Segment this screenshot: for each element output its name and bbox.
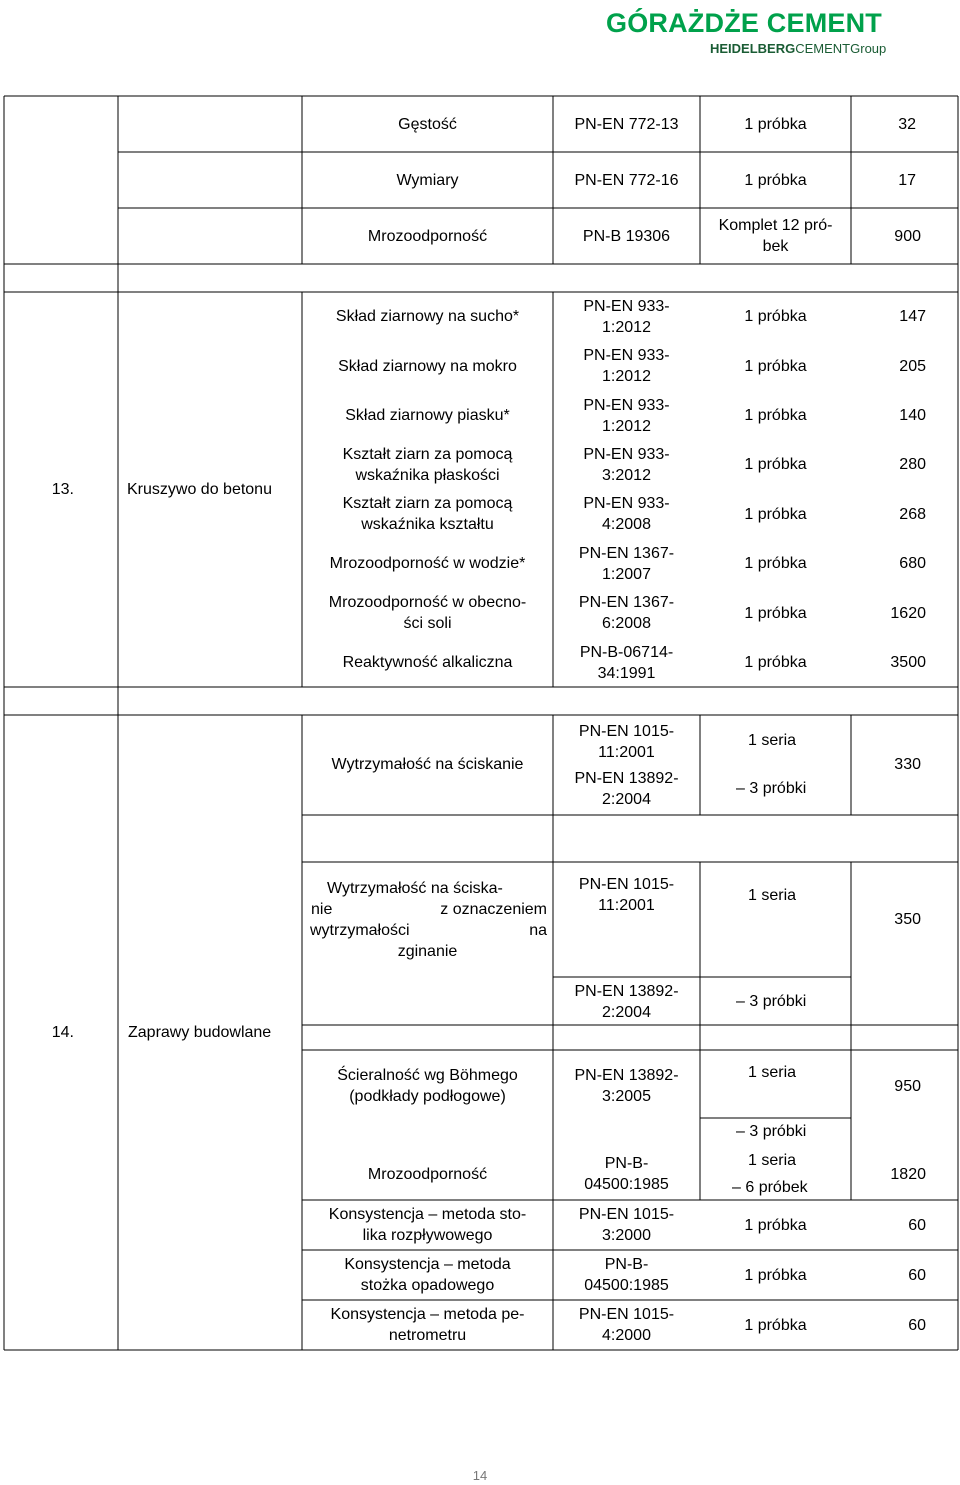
standard-mortar-frost: PN-B- 04500:1985 bbox=[584, 1155, 669, 1193]
consistency-row-name-2: Konsystencja – metoda pe- netrometru bbox=[330, 1306, 525, 1344]
aggregates-row-samples-2: 1 próbka bbox=[744, 407, 807, 424]
test-name-dimensions: Wymiary bbox=[396, 172, 459, 189]
aggregates-row-samples-0: 1 próbka bbox=[744, 308, 807, 326]
aggregates-row-standard-5: PN-EN 1367- 1:2007 bbox=[578, 544, 675, 583]
group-title-mortars: Zaprawy budowlane bbox=[128, 1024, 272, 1041]
price-density: 32 bbox=[898, 116, 916, 133]
aggregates-row-standard-6: PN-EN 1367- 6:2008 bbox=[578, 594, 675, 633]
consistency-row-name-1: Konsystencja – metoda stożka opadowego bbox=[344, 1256, 511, 1294]
standard-compressive-flex-1: PN-EN 1015- 11:2001 bbox=[578, 876, 675, 914]
aggregates-row-price-0: 147 bbox=[899, 308, 926, 326]
aggregates-row-name-6: Mrozoodporność w obecno- ści soli bbox=[328, 594, 527, 633]
price-dimensions: 17 bbox=[898, 172, 916, 189]
samples-compressive-count: – 3 próbki bbox=[736, 780, 807, 797]
standard-density: PN-EN 772-13 bbox=[574, 116, 679, 133]
test-name-compressive-flex-3a: wytrzymałości bbox=[310, 922, 410, 939]
consistency-row-samples-1: 1 próbka bbox=[744, 1266, 807, 1284]
test-name-compressive-flex-2b: z oznaczeniem bbox=[440, 901, 547, 918]
standard-compressive-1: PN-EN 1015- 11:2001 bbox=[578, 723, 675, 761]
aggregates-row-price-3: 280 bbox=[899, 456, 926, 474]
test-name-compressive-flex-4: zginanie bbox=[397, 943, 458, 960]
consistency-row-samples-0: 1 próbka bbox=[744, 1216, 807, 1234]
standard-compressive-2: PN-EN 13892- 2:2004 bbox=[574, 770, 679, 808]
price-frost: 900 bbox=[894, 228, 921, 245]
samples-compressive-flex-count: – 3 próbki bbox=[736, 993, 807, 1010]
aggregates-row-name-4: Kształt ziarn za pomocą wskaźnika kształtu bbox=[342, 495, 513, 534]
aggregates-row-name-1: Skład ziarnowy na mokro bbox=[338, 357, 517, 375]
standard-dimensions: PN-EN 772-16 bbox=[574, 172, 679, 189]
consistency-row-standard-2: PN-EN 1015- 4:2000 bbox=[578, 1306, 675, 1344]
test-name-abrasion: Ścieralność wg Böhmego (podkłady podłogowe) bbox=[337, 1067, 518, 1105]
samples-compressive-series: 1 seria bbox=[748, 732, 797, 749]
aggregates-row-name-7: Reaktywność alkaliczna bbox=[342, 654, 513, 671]
aggregates-row-name-2: Skład ziarnowy piasku* bbox=[345, 407, 510, 424]
consistency-row-price-1: 60 bbox=[908, 1266, 926, 1284]
consistency-row-samples-2: 1 próbka bbox=[744, 1316, 807, 1334]
aggregates-row-samples-4: 1 próbka bbox=[744, 505, 807, 523]
test-name-compressive-flex-1: Wytrzymałość na ściska- bbox=[327, 880, 503, 897]
aggregates-row-standard-3: PN-EN 933- 3:2012 bbox=[583, 445, 670, 484]
samples-abrasion-count: – 3 próbki bbox=[736, 1123, 807, 1140]
aggregates-row-price-1: 205 bbox=[899, 357, 926, 375]
aggregates-row-standard-7: PN-B-06714- 34:1991 bbox=[579, 643, 674, 682]
aggregates-row-price-2: 140 bbox=[899, 407, 926, 424]
aggregates-row-samples-3: 1 próbka bbox=[744, 456, 807, 474]
aggregates-row-standard-4: PN-EN 933- 4:2008 bbox=[583, 495, 670, 534]
aggregates-row-samples-5: 1 próbka bbox=[744, 555, 807, 573]
standard-compressive-flex-2: PN-EN 13892- 2:2004 bbox=[574, 983, 679, 1021]
group-title-aggregates: Kruszywo do betonu bbox=[127, 481, 272, 498]
standard-abrasion: PN-EN 13892- 3:2005 bbox=[574, 1067, 679, 1105]
aggregates-row-standard-0: PN-EN 933- 1:2012 bbox=[583, 297, 670, 336]
consistency-row-name-0: Konsystencja – metoda sto- lika rozpływowego bbox=[328, 1206, 527, 1244]
test-name-compressive-flex-3b: na bbox=[529, 922, 547, 939]
samples-compressive-flex-series: 1 seria bbox=[748, 887, 797, 904]
samples-mortar-frost-count: – 6 próbek bbox=[732, 1179, 808, 1196]
consistency-row-price-2: 60 bbox=[908, 1316, 926, 1334]
standard-frost: PN-B 19306 bbox=[582, 228, 671, 245]
samples-mortar-frost-series: 1 seria bbox=[748, 1152, 797, 1169]
consistency-row-standard-0: PN-EN 1015- 3:2000 bbox=[578, 1206, 675, 1244]
test-name-density: Gęstość bbox=[398, 116, 457, 133]
price-abrasion: 950 bbox=[894, 1078, 921, 1095]
page-number: 14 bbox=[472, 1468, 488, 1483]
consistency-row-standard-1: PN-B- 04500:1985 bbox=[584, 1256, 669, 1294]
test-name-frost: Mrozoodporność bbox=[367, 228, 488, 245]
samples-frost: Komplet 12 pró- bek bbox=[718, 217, 833, 255]
price-compressive: 330 bbox=[894, 756, 921, 773]
aggregates-row-standard-2: PN-EN 933- 1:2012 bbox=[583, 396, 670, 435]
aggregates-row-samples-6: 1 próbka bbox=[744, 604, 807, 622]
aggregates-row-name-3: Kształt ziarn za pomocą wskaźnika płaskości bbox=[342, 445, 513, 484]
test-name-compressive: Wytrzymałość na ściskanie bbox=[331, 756, 524, 773]
samples-dimensions: 1 próbka bbox=[744, 172, 807, 189]
logo-wordmark: GÓRAŻDŻE CEMENT bbox=[606, 8, 882, 38]
aggregates-row-price-5: 680 bbox=[899, 555, 926, 573]
group-number-14: 14. bbox=[51, 1024, 74, 1041]
price-mortar-frost: 1820 bbox=[890, 1166, 926, 1183]
samples-density: 1 próbka bbox=[744, 116, 807, 133]
aggregates-row-price-7: 3500 bbox=[890, 654, 926, 671]
test-name-compressive-flex-2a: nie bbox=[311, 901, 333, 918]
consistency-row-price-0: 60 bbox=[908, 1216, 926, 1234]
aggregates-row-samples-7: 1 próbka bbox=[744, 654, 807, 671]
group-number-13: 13. bbox=[51, 481, 74, 498]
aggregates-row-name-5: Mrozoodporność w wodzie* bbox=[329, 555, 526, 573]
aggregates-row-price-4: 268 bbox=[899, 505, 926, 523]
logo-group-line: HEIDELBERGCEMENTGroup bbox=[710, 41, 887, 56]
samples-abrasion-series: 1 seria bbox=[748, 1064, 797, 1081]
aggregates-row-standard-1: PN-EN 933- 1:2012 bbox=[583, 347, 670, 386]
aggregates-row-name-0: Skład ziarnowy na sucho* bbox=[335, 308, 520, 326]
price-compressive-flex: 350 bbox=[894, 911, 921, 928]
aggregates-row-price-6: 1620 bbox=[890, 604, 926, 622]
aggregates-row-samples-1: 1 próbka bbox=[744, 357, 807, 375]
test-name-mortar-frost: Mrozoodporność bbox=[367, 1166, 488, 1183]
